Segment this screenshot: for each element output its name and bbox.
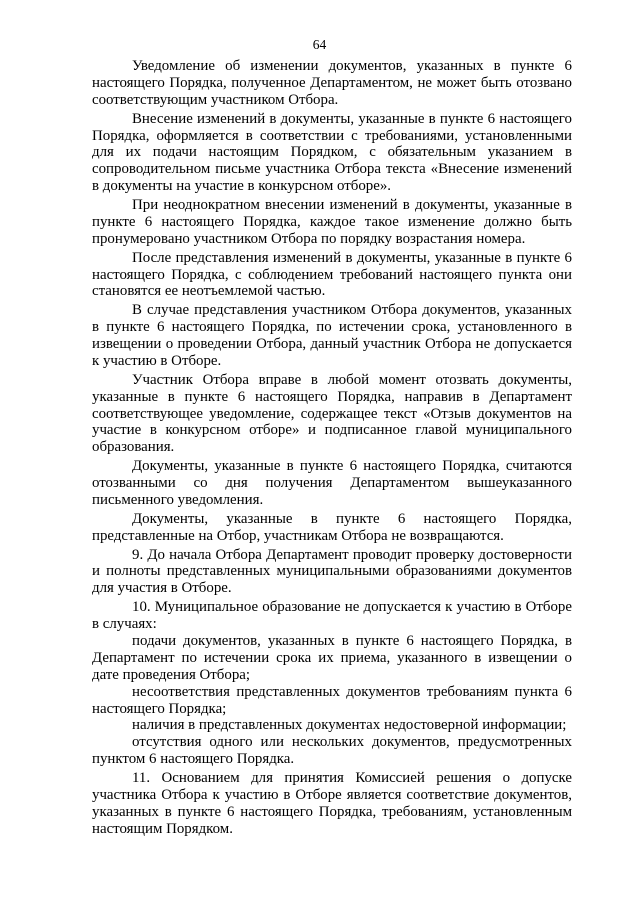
paragraph: Документы, указанные в пункте 6 настоящего Порядка, считаются отозванными со дня получения Департаментом вышеуказанного письменного уведомления. <box>92 458 572 508</box>
paragraph: После представления изменений в документы, указанные в пункте 6 настоящего Порядка, с соблюдением требований настоящего пункта они становятся ее неотъемлемой частью. <box>92 249 572 300</box>
list-item: наличия в представленных документах недостоверной информации; <box>132 717 567 734</box>
paragraph: При неоднократном внесении изменений в документы, указанные в пункте 6 настоящего Порядка, каждое такое изменение должно быть пронумеровано участником Отбора по порядку возрастания номера. <box>92 197 572 247</box>
document-body <box>92 58 572 840</box>
paragraph: Документы, указанные в пункте 6 настоящего Порядка, представленные на Отбор, участникам Отбора не возвращаются. <box>92 510 572 544</box>
paragraph: 9. До начала Отбора Департамент проводит проверку достоверности и полноты представленных муниципальными образованиями документов для участия в Отборе. <box>92 546 572 597</box>
list-item: несоответствия представленных документов требованиям пункта 6 настоящего Порядка; <box>92 683 572 717</box>
list-item: отсутствия одного или нескольких документов, предусмотренных пунктом 6 настоящего Порядка. <box>92 734 572 768</box>
paragraph: Участник Отбора вправе в любой момент отозвать документы, указанные в пункте 6 настоящего Порядка, направив в Департамент соответствующее уведомление, содержащее текст «Отзыв документов на участие в конкурсном отборе» и подписанное главой муниципального образования. <box>92 371 572 456</box>
paragraph: Внесение изменений в документы, указанные в пункте 6 настоящего Порядка, оформляется в соответствии с требованиями, установленными для их подачи настоящим Порядком, с обязательным указанием в сопроводительном письме участника Отбора текста «Внесение изменений в документы на участие в конкурсном отборе». <box>92 110 572 195</box>
paragraph: 10. Муниципальное образование не допускается к участию в Отборе в случаях: <box>92 599 572 633</box>
page-number: 64 <box>312 37 327 52</box>
paragraph: В случае представления участником Отбора документов, указанных в пункте 6 настоящего Порядка, по истечении срока, установленного в извещении о проведении Отбора, данный участник Отбора не допускается к участию в Отборе. <box>92 302 572 369</box>
paragraph: Уведомление об изменении документов, указанных в пункте 6 настоящего Порядка, полученное Департаментом, не может быть отозвано соответствующим участником Отбора. <box>92 58 572 108</box>
list-item: подачи документов, указанных в пункте 6 настоящего Порядка, в Департамент по истечении срока их приема, указанного в извещении о дате проведения Отбора; <box>92 632 572 683</box>
paragraph: 11. Основанием для принятия Комиссией решения о допуске участника Отбора к участию в Отборе является соответствие документов, указанных в пункте 6 настоящего Порядка, требованиям, установленным настоящим Порядком. <box>92 770 572 837</box>
